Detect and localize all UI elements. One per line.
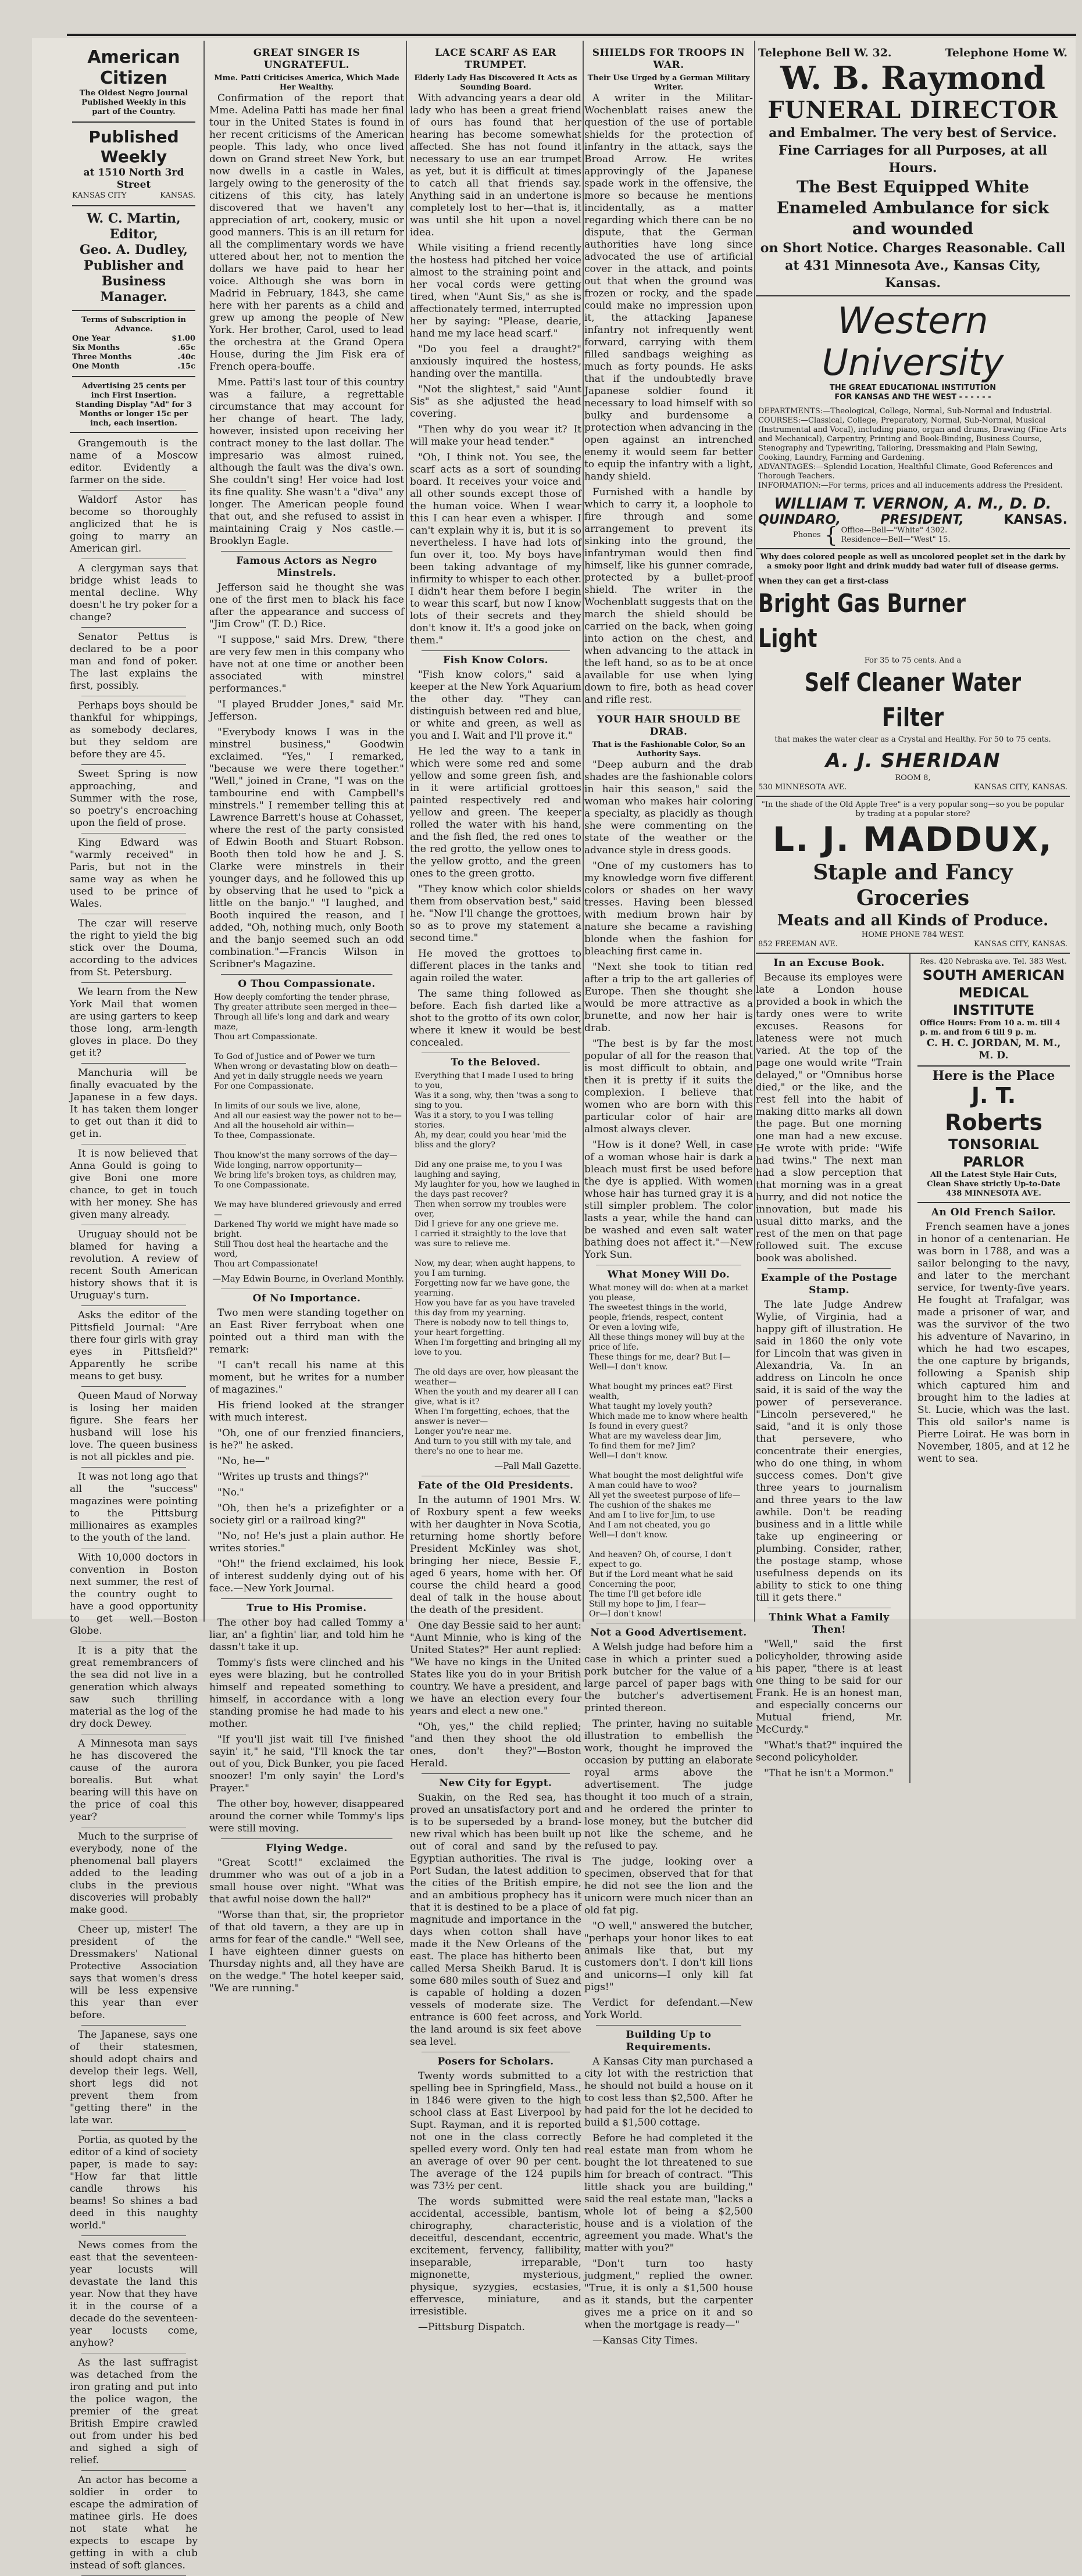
brief-item: Cheer up, mister! The president of the Dressmakers' National Protective Association says that women's dress will be less expensive this year than ever before. xyxy=(70,1924,198,2021)
brief-item: As the last suffragist was detached from the iron grating and put into the police wagon, the premier of the great British Empire crawled out from under his bed and sighed a sigh of relief. xyxy=(70,2357,198,2466)
paragraph: While visiting a friend recently the hostess had pitched her voice almost to the straining point and her vocal cords were getting tired, when "Aunt Sis," as she is affectionately termed, interrupted her by saying: "Please, dearie, hand me my lace head scarf." xyxy=(410,242,581,339)
headline: Example of the Postage Stamp. xyxy=(760,1272,898,1296)
university-tagline: THE GREAT EDUCATIONAL INSTITUTION xyxy=(829,384,997,392)
terms-row: Six Months .65c xyxy=(72,344,195,352)
paragraph: —Kansas City Times. xyxy=(592,2335,698,2346)
university-name: Western University xyxy=(822,299,1004,384)
paragraph: "No." xyxy=(217,1487,244,1498)
headline: SHIELDS FOR TROOPS IN WAR. xyxy=(592,47,745,71)
paragraph: A writer in the Militar-Wochenblatt raises anew the question of the use of portable shields for the protection of infantry in the attack, says the Broad Arrow. He writes approvingly of the Japanese spade work in the offensive, the more so because he mentions incidentally, as a matter regarding which there can be no dispute, that the German authorities have long since advocated the use of artificial cover in the attack, and points out that when the ground was frozen or rocky, and the spade could make no impression upon it, the attacking Japanese infantry not infrequently went forward, carrying with them filled sandbags weighing as much as forty pounds. He asks that if the undoubtedly brave Japanese soldier found it necessary to load himself with so bulky and burdensome a protection when advancing in the open against an intrenched enemy it would seem far better to equip the infantry with a light, handy shield. xyxy=(584,92,753,482)
paragraph: "I played Brudder Jones," said Mr. Jefferson. xyxy=(209,699,404,722)
sheridan-room: ROOM 8, xyxy=(895,774,931,782)
poem-body: What money will do: when at a market you please, The sweetest things in the world, people, friends, respect, content Or even a loving wife, All these things money will buy at the price of life. These things for me, dear? But I— Well—I don't know. What bought my princes eat? First wealth, What taught my lovely youth? Which made me to know where health Is found in every guest? What are my waveless dear Jim, To find them for me? Jim? Well—I don't know. What bought the most delightful wife A man could have to woo? All yet the sweetest purpose of life— The cushion of the shakes me And am I to live for Jim, to use And I am not cheated, you go Well—I don't know. And heaven? Oh, of course, I don't expect to go. But if the Lord meant what he said Concerning the poor, The time I'll get before idle Still my hope to Jim, I fear— Or—I don't know! xyxy=(589,1283,749,1619)
paragraph: "Oh, yes," the child replied; "and then they shoot the old ones, don't they?"—Boston Herald. xyxy=(410,1721,581,1769)
separator xyxy=(81,627,186,628)
column-divider xyxy=(909,954,910,1783)
headline: Fish Know Colors. xyxy=(442,654,548,666)
paragraph: The other boy, however, disappeared around the corner while Tommy's lips were still moving. xyxy=(209,1798,404,1834)
sailor-article xyxy=(917,1207,1070,1465)
headline: An Old French Sailor. xyxy=(931,1207,1056,1218)
paragraph: The late Judge Andrew Wylie, of Virginia, had a happy gift of illustration. He said in 1860 the only vote for Lincoln that was given in Alexandria, Va. In an address on Lincoln he once said, it is said of the way the power of perseverance. "Lincoln persevered," he said, "and it is only those that persevere, who concentrate their energies, who do one thing, in whom success comes. Don't give three years to journalism and three years to the law awhile. Don't be reading business and in a little while take up engineering or plumbing. Consider, rather, the postage stamp, whose usefulness depends on its ability to stick to one thing till it gets there." xyxy=(756,1299,903,1604)
paragraph: "Well," said the first policyholder, throwing aside his paper, "there is at least one thing to be said for our Frank. He is an honest man, and especially concerns our Mutual friend, Mr. McCurdy." xyxy=(756,1638,903,1736)
brief-item: A Minnesota man says he has discovered the cause of the aurora borealis. But what bearing will this have on the price of coal this year? xyxy=(70,1738,198,1823)
poem-attribution: —May Edwin Bourne, in Overland Monthly. xyxy=(212,1273,404,1284)
raymond-address: on Short Notice. Charges Reasonable. Call at 431 Minnesota Ave., Kansas City, Kansas. xyxy=(760,241,1066,291)
subheadline: Mme. Patti Criticises America, Which Made Her Wealthy. xyxy=(214,74,399,92)
column-1 xyxy=(70,44,198,2571)
article-body xyxy=(209,92,404,548)
terms-list xyxy=(72,334,195,371)
brief-item: Grangemouth is the name of a Moscow editor. Evidently a farmer on the side. xyxy=(70,438,198,486)
paragraph: "Next she took to titian red after a trip to the art galleries of Europe. Then she thought she would be more attractive as a brunette, and now her hair is drab. xyxy=(584,961,753,1034)
paragraph: His friend looked at the stranger with much interest. xyxy=(209,1400,404,1423)
terms-row: One Month .15c xyxy=(72,362,195,371)
brief-item: The czar will reserve the right to yield the big stick over the Douma, according to the advices from St. Petersburg. xyxy=(70,918,198,978)
paragraph: The judge, looking over a specimen, observed that for that he did not see the lion and the unicorn were much nicer than an old fat pig. xyxy=(584,1856,753,1916)
lower-split xyxy=(756,954,1070,1783)
article-body xyxy=(410,669,581,1049)
paragraph: Before he had completed it the real estate man from whom he bought the lot threatened to sue him for breach of contract. "This little shack you are building," said the real estate man, "lacks a whole lot of being a $2,500 house and is a violation of the agreement you made. What's the matter with you?" xyxy=(584,2133,753,2254)
separator xyxy=(81,1305,186,1306)
brief-item: Waldorf Astor has become so thoroughly anglicized that he is going to marry an American girl. xyxy=(70,494,198,554)
column-3 xyxy=(410,44,581,2333)
university-tagline-2: FOR KANSAS AND THE WEST - - - - - - xyxy=(834,393,991,402)
paragraph: "Writes up trusts and things?" xyxy=(217,1471,369,1483)
column-divider xyxy=(754,41,755,1622)
raymond-ambulance: The Best Equipped White Enameled Ambulance for sick and wounded xyxy=(776,177,1049,238)
subheadline: That is the Fashionable Color, So an Authority Says. xyxy=(592,740,745,759)
brief-item: Manchuria will be finally evacuated by the Japanese in a few days. It has taken them longer to get out than it did to get in. xyxy=(70,1067,198,1140)
university-president: WILLIAM T. VERNON, A. M., D. D. xyxy=(774,495,1052,513)
product-water-filter: Self Cleaner Water Filter xyxy=(804,668,1022,732)
brief-item: The Japanese, says one of their statesmen, should adopt chairs and develop their legs. Well, short legs did not prevent them from "getting there" in the late war. xyxy=(70,2029,198,2126)
headline: Of No Importance. xyxy=(252,1293,361,1304)
roberts-heading: Here is the Place xyxy=(932,1068,1055,1083)
article-body xyxy=(209,1857,404,1995)
paragraph: A Welsh judge had before him a case in which a printer sued a pork butcher for the value of a large parcel of paper bags with the butcher's advertisement printed thereon. xyxy=(584,1641,753,1714)
maddux-address: 852 FREEMAN AVE. KANSAS CITY, KANSAS. xyxy=(758,940,1067,949)
raymond-name: W. B. Raymond xyxy=(780,59,1045,96)
roberts-name: J. T. Roberts xyxy=(945,1083,1042,1135)
brief-item: Uruguay should not be blamed for having a revolution. A review of recent South American history shows that it is Uruguay's turn. xyxy=(70,1229,198,1301)
paragraph: The words submitted were accidental, accessible, bantism, chirography, characteristic, deceitful, descendant, eccentric, excitement, fervency, fallibility, inseparable, irreparable, mignonette, mysterious, physique, syzygies, ecstasies, effervesce, miniature, and irresistible. xyxy=(410,2196,581,2317)
paragraph: Verdict for defendant.—New York World. xyxy=(584,1997,753,2021)
brief-item: A clergyman says that bridge whist leads to mental decline. Why doesn't he try poker for a change? xyxy=(70,563,198,623)
headline: YOUR HAIR SHOULD BE DRAB. xyxy=(597,714,741,738)
institute-doctor: C. H. C. JORDAN, M. M., M. D. xyxy=(926,1037,1061,1061)
column-divider xyxy=(583,41,584,1622)
paragraph: "They know which color shields them from observation best," said he. "Now I'll change the grottoes, so as to prove my statement a second time." xyxy=(410,883,581,944)
paragraph: "Then why do you wear it? It will make your head tender." xyxy=(410,424,581,448)
brief-item: We learn from the New York Mail that women are using garters to keep those long, arm-length gloves in place. Do they get it? xyxy=(70,986,198,1059)
terms-heading: Terms of Subscription in Advance. xyxy=(81,316,186,334)
paragraph: "How is it done? Well, in case of a woman whose hair is dark a bleach must first be used before the dye is applied. With women whose hair has turned gray it is a still simpler problem. The color lasts a year, while the hand can be washed and even salt water bathing does not affect it."—New York Sun. xyxy=(584,1139,753,1261)
separator xyxy=(81,2235,186,2236)
sheridan-question-2: When they can get a first-class xyxy=(758,577,889,586)
raymond-services: and Embalmer. The very best of Service. Fine Carriages for all Purposes, at all Hours. xyxy=(769,126,1057,176)
poem-body: Everything that I made I used to bring to you, Was it a song, why, then 'twas a song to sing to you. Was it a story, to you I was telling stories. Ah, my dear, could you hear 'mid the bliss and the glory? Did any one praise me, to you I was laughing and saying, My laughter for you, how we laughed in the days past recover? Then when sorrow my troubles were over, Did I grieve for any one grieve me. I carried it straightly to the love that was sure to relieve me. Now, my dear, when aught happens, to you I am turning. Forgetting now far we have gone, the yearning. How you have far as you have traveled this day from my yearning. There is nobody now to tell things to, your heart forgetting. When I'm forgetting and bringing all my love to you. The old days are over, how pleasant the weather— When the youth and my dearer all I can give, what is it? When I'm forgetting, echoes, that the answer is never— Longer you're near me. And turn to you still with my tale, and there's no one to hear me. xyxy=(415,1071,581,1456)
headline: GREAT SINGER IS UNGRATEFUL. xyxy=(253,47,360,71)
headline: Posers for Scholars. xyxy=(437,2056,554,2067)
paragraph: One day Bessie said to her aunt: "Aunt Minnie, who is king of the United States?" Her aunt replied: "We have no kings in the United States like you do in your British country. We have a president, and we have an election every four years and elect a new one." xyxy=(410,1620,581,1717)
lower-articles xyxy=(756,954,902,1783)
brief-item: It is a pity that the great remembrancers of the sea did not live in a generation which always saw such thrilling material as the log of the dry dock Dewey. xyxy=(70,1645,198,1730)
paragraph: "I can't recall his name at this moment, but he writes for a number of magazines." xyxy=(209,1359,404,1396)
roberts-ad xyxy=(917,1067,1070,1203)
paragraph: Tommy's fists were clinched and his eyes were blazing, but he controlled himself and repeated something to himself, in accordance with a long standing promise he had made to his mother. xyxy=(209,1657,404,1730)
poem-body: How deeply comforting the tender phrase, Thy greater attribute seen merged in thee— Through all life's long and dark and weary maze, Thou art Compassionate. To God of Justice and of Power we turn When wrong or devastating blow on death— And yet in daily struggle needs we yearn For one Compassionate. In limits of our souls we live, alone, And all our easiest way the power not to be— And all the household air within— To thee, Compassionate. Thou know'st the many sorrows of the day— Wide longing, narrow opportunity— We bring life's broken toys, as children may, To one Compassionate. We may have blundered grievously and erred— Darkened Thy world we might have made so bright. Still Thou dost heal the heartache and the word, Thou art Compassionate! xyxy=(214,993,402,1269)
headline: True to His Promise. xyxy=(247,1602,367,1614)
paragraph: "Do you feel a draught?" anxiously inquired the hostess, handing over the mantilla. xyxy=(410,344,581,380)
brief-item: Asks the editor of the Pittsfield Journal: "Are there four girls with gray eyes in Pittsfield?" Apparently he scribe means to get busy. xyxy=(70,1310,198,1382)
article-body xyxy=(209,1307,404,1595)
maddux-name: L. J. MADDUX, xyxy=(773,820,1053,859)
headline: Fate of the Old Presidents. xyxy=(417,1480,574,1491)
sheridan-address: 530 MINNESOTA AVE. KANSAS CITY, KANSAS. xyxy=(758,783,1067,792)
paragraph: French seamen have a jones in honor of a centenarian. He was born in 1788, and was a sailor belonging to the navy, and later to the merchant service, for twenty-five years. He fought at Trafalgar, was made a prisoner of war, and was the survivor of the two his adventure of Navarino, in which he had two escapes, the one capture by brigands, following a Spanish ship which captured him and brought him to the ladies at St. Lucie, which was the last. This old sailor's name is Pierre Loirat. He was born in November, 1805, and at 12 he went to sea. xyxy=(917,1221,1070,1465)
maddux-produce: Meats and all Kinds of Produce. xyxy=(777,912,1049,929)
paragraph: "I suppose," said Mrs. Drew, "there are very few men in this company who have not at one time or another been associated with minstrel performances." xyxy=(209,634,404,695)
column-2 xyxy=(209,44,404,1994)
lower-ads xyxy=(917,954,1070,1783)
paragraph: "Fish know colors," said a keeper at the New York Aquarium the other day. "They can distinguish between red and blue, or white and green, as well as you and I. Wait and I'll prove it." xyxy=(410,669,581,742)
subheadline: Their Use Urged by a German Military Writer. xyxy=(587,74,750,92)
masthead-publisher: Geo. A. Dudley, Publisher and Business Manager. xyxy=(80,242,188,305)
separator xyxy=(81,1386,186,1387)
masthead-editor: W. C. Martin, Editor, xyxy=(87,211,181,242)
phone-line: Telephone Bell W. 32. Telephone Home W. xyxy=(758,46,1067,59)
paragraph: "Everybody knows I was in the minstrel business," Goodwin exclaimed. "Yes," I remarked, "because we were there together." "Well," joined in Crane, "I was on the tambourine end with Campbell's minstrels." I remember telling this at Lawrence Barrett's house at Cohasset, where the rest of the party consisted of Edwin Booth and Stuart Robson. Booth then told how he and J. S. Clarke were minstrels in their younger days, and he followed this up by observing that he used to "pick a little on the banjo." "I laughed, and Booth inquired the reason, and I added, "Oh, nothing much, only Booth and the banjo seemed such an odd combination."—Francis Wilson in Scribner's Magazine. xyxy=(209,727,404,970)
article-body xyxy=(756,972,902,1265)
brief-item: With 10,000 doctors in convention in Boston next summer, the rest of the country ought to have a good opportunity to get well.—Boston Globe. xyxy=(70,1552,198,1637)
headline: Not a Good Advertisement. xyxy=(590,1627,747,1638)
roberts-title: TONSORIAL PARLOR xyxy=(948,1136,1039,1170)
poem-title: What Money Will Do. xyxy=(607,1269,730,1280)
maddux-groceries: Staple and Fancy Groceries xyxy=(813,860,1013,910)
sheridan-name: A. J. SHERIDAN xyxy=(825,749,1001,772)
terms-row: Three Months .40c xyxy=(72,353,195,362)
headline: Flying Wedge. xyxy=(266,1842,348,1854)
paragraph: Mme. Patti's last tour of this country was a failure, a regrettable circumstance that may account for her change of heart. The lady, however, insisted upon receiving her contract money to the last dollar. The impresario was almost ruined, although the fault was the diva's own. She couldn't sing! Her voice had lost its fine quality. She wasn't a "diva" any longer. The American people found that out, and she refused to assist in maintaining Craig y Nos castle.—Brooklyn Eagle. xyxy=(209,377,404,547)
paragraph: Confirmation of the report that Mme. Adelina Patti has made her final tour in the United States is found in her recent criticisms of the American people. This lady, who once lived down on Grand street New York, but now dwells in a castle in Wales, largely owing to the generosity of the citizens of this city, has lately discovered that we haven't any appreciation of art, cookery, music or good manners. This is an ill return for all the complimentary words we have uttered about her, not to mention the dollars we have paid to hear her voice. Although she was born in Madrid in February, 1843, she came here with her parents as a child and grew up among the people of New York. Her brother, Carol, used to lead the orchestra at the Grand Opera House, during the Jim Fisk era of French opera-bouffe. xyxy=(209,92,404,373)
university-place: QUINDARO, PRESIDENT, KANSAS. xyxy=(758,513,1067,527)
brief-item: An actor has become a soldier in order to escape the admiration of matinee girls. He does not state what he expects to escape by getting in with a club instead of soft glances. xyxy=(70,2474,198,2571)
paragraph: "Worse than that, sir, the proprietor of that old tavern, a they are up in arms for fear of the candle." "Well see, I have eighteen dinner guests on Thursday nights and, all they have are on the wedge." The hotel keeper said, "We are running." xyxy=(209,1909,404,1994)
separator xyxy=(81,764,186,765)
roberts-services: All the Latest Style Hair Cuts, Clean Shave strictly Up-to-Date xyxy=(927,1171,1060,1189)
article-body xyxy=(209,582,404,971)
article-body xyxy=(410,1792,581,2048)
institute-name-2: MEDICAL INSTITUTE xyxy=(952,985,1035,1018)
sheridan-question: Why does colored people as well as uncolored peoplet set in the dark by a smoky poor light and drink muddy bad water full of disease germs. xyxy=(760,553,1066,571)
brief-item: Sweet Spring is now approaching, and Summer with the rose, so poetry's encroaching upon the field of prose. xyxy=(70,768,198,829)
subheadline: Elderly Lady Has Discovered It Acts as Sounding Board. xyxy=(414,74,577,92)
paragraph: The other boy had called Tommy a liar, an' a fightin' liar, and told him he dassn't take it up. xyxy=(209,1617,404,1653)
headline: Building Up to Requirements. xyxy=(626,2029,712,2053)
poem-attribution: —Pall Mall Gazette. xyxy=(494,1461,581,1471)
headline: Think What a Family Then! xyxy=(769,1612,890,1636)
paragraph: "Oh, then he's a prizefighter or a society girl or a railroad king?" xyxy=(209,1502,404,1526)
separator xyxy=(81,490,186,491)
institute-name: SOUTH AMERICAN xyxy=(922,967,1065,983)
paragraph: The printer, having no suitable illustration to embellish the work, thought he improved the occasion by putting an elaborate royal arms above the advertisement. The judge thought it too much of a strain, and he ordered the printer to lose money, but the butcher did not like the scheme, and he refused to pay. xyxy=(584,1718,753,1852)
maddux-quote: "In the shade of the Old Apple Tree" is a very popular song—so you be popular by trading at a popular store? xyxy=(761,800,1065,818)
paragraph: "That he isn't a Mormon." xyxy=(764,1768,894,1779)
masthead-city: KANSAS CITY KANSAS. xyxy=(72,191,195,200)
article-body xyxy=(584,92,753,706)
poem-title: O Thou Compassionate. xyxy=(238,978,376,990)
paragraph: In the autumn of 1901 Mrs. W. of Roxbury spent a few weeks with her daughter in Nova Scotia, returning home shortly before President McKinley was shot, bringing her niece, Bessie F., aged 6 years, home with her. Of course the child heard a good deal of talk in the house about the death of the president. xyxy=(410,1494,581,1616)
column-5-advertisements xyxy=(756,44,1070,1779)
paragraph: "If you'll jist wait till I've finished sayin' it," he said, "I'll knock the tar out of you, Dick Bunker, you pie faced snoozer! I'm only sayin' the Lord's Prayer." xyxy=(209,1734,404,1794)
article-body xyxy=(410,1494,581,1770)
article-body xyxy=(917,1221,1070,1465)
headline: New City for Egypt. xyxy=(439,1777,552,1789)
paragraph: He moved the grottoes to different places in the tanks and again roiled the water. xyxy=(410,948,581,984)
raymond-ad xyxy=(756,44,1070,296)
maddux-ad xyxy=(756,797,1070,954)
masthead xyxy=(70,44,198,433)
paragraph: "The best is by far the most popular of all for the reason that is most difficult to obtain, and then it is pretty if it suits the complexion. I believe that women who are born with this particular color of hair are almost always clever. xyxy=(584,1038,753,1135)
brief-item: Portia, as quoted by the editor of a kind of society paper, is made to say: "How far that little candle throws his beams! So shines a bad deed in this naughty world." xyxy=(70,2134,198,2231)
article-body xyxy=(584,759,753,1261)
western-university-ad xyxy=(756,296,1070,549)
paragraph: "No, he—" xyxy=(217,1455,270,1467)
masthead-title: American Citizen xyxy=(87,47,180,88)
paragraph: Two men were standing together on an East River ferryboat when one pointed out a third man with the remark: xyxy=(209,1307,404,1355)
terms-row: One Year $1.00 xyxy=(72,334,195,343)
article-body xyxy=(410,2070,581,2334)
brief-item: Senator Pettus is declared to be a poor man and fond of poker. The last explains the first, possibly. xyxy=(70,631,198,692)
paragraph: "O well," answered the butcher, "perhaps your honor likes to eat animals like that, but my customers don't. I don't kill lions and unicorns—I only kill fat pigs!" xyxy=(584,1920,753,1993)
article-body xyxy=(584,1641,753,2022)
roberts-address: 438 MINNESOTA AVE. xyxy=(946,1189,1041,1198)
university-phones: Phones { Office—Bell—"White" 4302. Residence—Bell—"West" 15. xyxy=(793,523,951,548)
paragraph: Twenty words submitted to a spelling bee in Springfield, Mass., in 1846 were given to the high school class at East Liverpool by Supt. Rayman, and it is reported not one in the class correctly spelled every word. Only ten had an average of over 90 per cent. The average of the 124 pupils was 73½ per cent. xyxy=(410,2070,581,2192)
paragraph: "One of my customers has to my knowledge worn five different colors or shades on her wavy tresses. Having been blessed with medium brown hair by nature she became a ravishing blonde when the fashion for bleaching first came in. xyxy=(584,860,753,957)
brief-item: Perhaps boys should be thankful for whippings, as somebody declares, but they seldom are before they are 45. xyxy=(70,700,198,760)
article-body xyxy=(756,1299,902,1604)
paragraph: "Not the slightest," said "Aunt Sis" as she adjusted the head covering. xyxy=(410,384,581,420)
headline: Famous Actors as Negro Minstrels. xyxy=(236,555,377,579)
article-body xyxy=(756,1638,902,1780)
brief-item: Queen Maud of Norway is losing her maiden figure. She fears her husband will lose his love. The queen business is not all pickles and pie. xyxy=(70,1390,198,1463)
article-body xyxy=(584,2056,753,2347)
separator xyxy=(81,2470,186,2471)
paragraph: With advancing years a dear old lady who has been a great friend of ours has found that her hearing has become somewhat affected. She has not found it necessary to use an ear trumpet as yet, but it is difficult at times to catch all that friends say. Anything said in an undertone is completely lost to her—that is, it was until she hit upon a novel idea. xyxy=(410,92,581,238)
paragraph: "Oh, I think not. You see, the scarf acts as a sort of sounding board. It receives your voice and all other sounds except those of the human voice. When I wear this I can hear even a whisper. I can't explain why it is, but it is so nevertheless. I have had lots of fun over it, too. My boys have been taking advantage of my infirmity to whisper to each other. I didn't hear them before I begin to wear this scarf, but now I know lots of their secrets and they don't know it. It's a good joke on them." xyxy=(410,452,581,646)
paragraph: Because its employes were late a London house provided a book in which the tardy ones were to write excuses. Reasons for lateness were not much varied. At the top of the page one would write "Train delayed," or "Omnibus horse died," or the like, and the rest fell into the habit of making ditto marks all down the page. But one morning one man had a new excuse. He wrote with pride: "Wife had twins." The next man had a slow perception that that morning was in a great hurry, and did not notice the innovation, but made his usual ditto marks, and the rest of the men on that page followed suit. The excuse book was abolished. xyxy=(756,972,903,1264)
separator xyxy=(81,982,186,983)
separator xyxy=(81,2130,186,2131)
masthead-tagline: The Oldest Negro Journal Published Weekly in this part of the Country. xyxy=(79,89,188,116)
headline: LACE SCARF AS EAR TRUMPET. xyxy=(435,47,556,71)
separator xyxy=(81,1467,186,1468)
brief-item: King Edward was "warmly received" in Paris, but not in the same way as when he used to be prince of Wales. xyxy=(70,837,198,910)
university-courses: COURSES:—Classical, College, Preparatory, Normal, Sub-Normal, Musical (Instrumental and Vocal), including piano, organ and drums, Drawing (Fine Arts and Mechanical), Carpentry, Printing and Book-Binding, Business Course, Stenography and Typewriting, Tailoring, Dressmaking and Plain Sewing, Cooking, Laundry, Farming and Gardening. xyxy=(758,416,1066,462)
product-price: For 35 to 75 cents. And a xyxy=(864,656,962,665)
paragraph: "No, no! He's just a plain author. He writes stories." xyxy=(209,1530,404,1554)
paragraph: He led the way to a tank in which were some red and some yellow and some green fish, and in it were artificial grottoes painted respectively red and yellow and green. The keeper rolled the water with his hand, and the fish fled, the red ones to the red grotto, the yellow ones to the yellow grotto, and the green ones to the green grotto. xyxy=(410,746,581,879)
column-4 xyxy=(584,44,753,2346)
published-weekly: Published Weekly xyxy=(88,127,179,166)
article-body xyxy=(410,92,581,647)
product-description: that makes the water clear as a Crystal and Healthy. For 50 to 75 cents. xyxy=(774,735,1051,744)
paragraph: "Don't turn too hasty judgment," replied the owner. "True, it is only a $1,500 house as it stands, but the carpenter gives me a price on it and so when the mortgage is ready—" xyxy=(584,2258,753,2331)
brief-items xyxy=(70,438,198,2576)
university-departments: DEPARTMENTS:—Theological, College, Normal, Sub-Normal and Industrial. xyxy=(758,407,1052,416)
paragraph: A Kansas City man purchased a city lot with the restriction that he should not build a house on it to cost less than $2,500. After he had paid for the lot he decided to build a $1,500 cottage. xyxy=(584,2056,753,2128)
paragraph: Jefferson said he thought she was one of the first men to black his face after the appearance and success of "Jim Crow" (T. D.) Rice. xyxy=(209,582,404,630)
paragraph: Suakin, on the Red sea, has proved an unsatisfactory port and is to be superseded by a brand-new rival which has been built up out of coral and sand by the Egyptian authorities. The rival is Port Sudan, the latest addition to the cities of the British empire, and an ambitious prophecy has it that it is destined to be a place of magnitude and importance in the days when cotton shall have made it the New Orleans of the east. The place has hitherto been called Mersa Sheikh Barud. It is some 680 miles south of Suez and is capable of holding a dozen vessels of moderate size. The entrance is 600 feet across, and the land around is six feet above sea level. xyxy=(410,1792,581,2048)
brief-item: It was not long ago that all the "success" magazines were pointing to the Pittsburg millionaires as examples to the youth of the land. xyxy=(70,1471,198,1544)
brief-item: It is now believed that Anna Gould is going to give Boni one more chance, to get in touch with her money. She has given many already. xyxy=(70,1148,198,1221)
paragraph: The same thing followed as before. Each fish darted like a shot to the grotto of its own color, where it knew it would be best concealed. xyxy=(410,988,581,1049)
poem-title: To the Beloved. xyxy=(451,1057,541,1068)
institute-residence: Res. 420 Nebraska ave. Tel. 383 West. xyxy=(920,957,1067,966)
brief-item: Much to the surprise of everybody, none of the phenomenal ball players added to the leading clubs in the previous discoveries will probably make good. xyxy=(70,1831,198,1916)
advertising-rates: Advertising 25 cents per inch First Insertion. Standing Display "Ad" for 3 Months or longer 15c per inch, each insertion. xyxy=(75,382,192,428)
paragraph: Furnished with a handle by which to carry it, a loophole to fire through and some arrangement to prevent its sinking into the ground, the infantryman would then find himself, like his gunner comrade, protected by a bullet-proof shield. The writer in the Wochenblatt suggests that on the march the shield should be carried on the back, when going into action on the chest, and when advancing to the attack in the left hand, so as to be at once available for use when lying down to fire, both as head cover and rifle rest. xyxy=(584,486,753,706)
paragraph: "Deep auburn and the drab shades are the fashionable colors in hair this season," said the woman who makes hair coloring a specialty, as placidly as though she were commenting on the state of the weather or the advance style in dress goods. xyxy=(584,759,753,856)
product-gas-burner: Bright Gas Burner Light xyxy=(758,589,966,653)
article-body xyxy=(209,1617,404,1835)
paragraph: —Pittsburg Dispatch. xyxy=(418,2321,526,2333)
medical-institute-ad xyxy=(917,954,1070,1067)
maddux-phone: HOME PHONE 784 WEST. xyxy=(861,931,965,939)
university-advantages: ADVANTAGES:—Splendid Location, Healthful Climate, Good References and Thorough Teachers. xyxy=(758,463,1053,481)
paragraph: "Oh!" the friend exclaimed, his look of interest suddenly dying out of his face.—New York Journal. xyxy=(209,1558,404,1594)
paragraph: "Great Scott!" exclaimed the drummer who was out of a job in a small house over night. "What was that awful noise down the hall?" xyxy=(209,1857,404,1905)
separator xyxy=(81,2025,186,2026)
university-information: INFORMATION:—For terms, prices and all inducements address the President. xyxy=(758,481,1063,490)
brief-item: News comes from the east that the seventeen-year locusts will devastate the land this year. Now that they have it in the course of a decade do the seventeen-year locusts come, anyhow? xyxy=(70,2239,198,2349)
paragraph: "Oh, one of our frenzied financiers, is he?" he asked. xyxy=(209,1427,404,1451)
column-divider xyxy=(203,41,205,1622)
top-rule xyxy=(67,34,1076,36)
sheridan-ad xyxy=(756,549,1070,797)
masthead-address: at 1510 North 3rd Street xyxy=(83,167,184,191)
headline: In an Excuse Book. xyxy=(773,957,885,969)
separator xyxy=(81,1063,186,1064)
column-divider xyxy=(406,41,407,1622)
raymond-title: FUNERAL DIRECTOR xyxy=(767,96,1058,124)
institute-hours: Office Hours: From 10 a. m. till 4 p. m. and from 6 till 9 p. m. xyxy=(920,1019,1060,1037)
paragraph: "What's that?" inquired the second policyholder. xyxy=(756,1740,903,1763)
